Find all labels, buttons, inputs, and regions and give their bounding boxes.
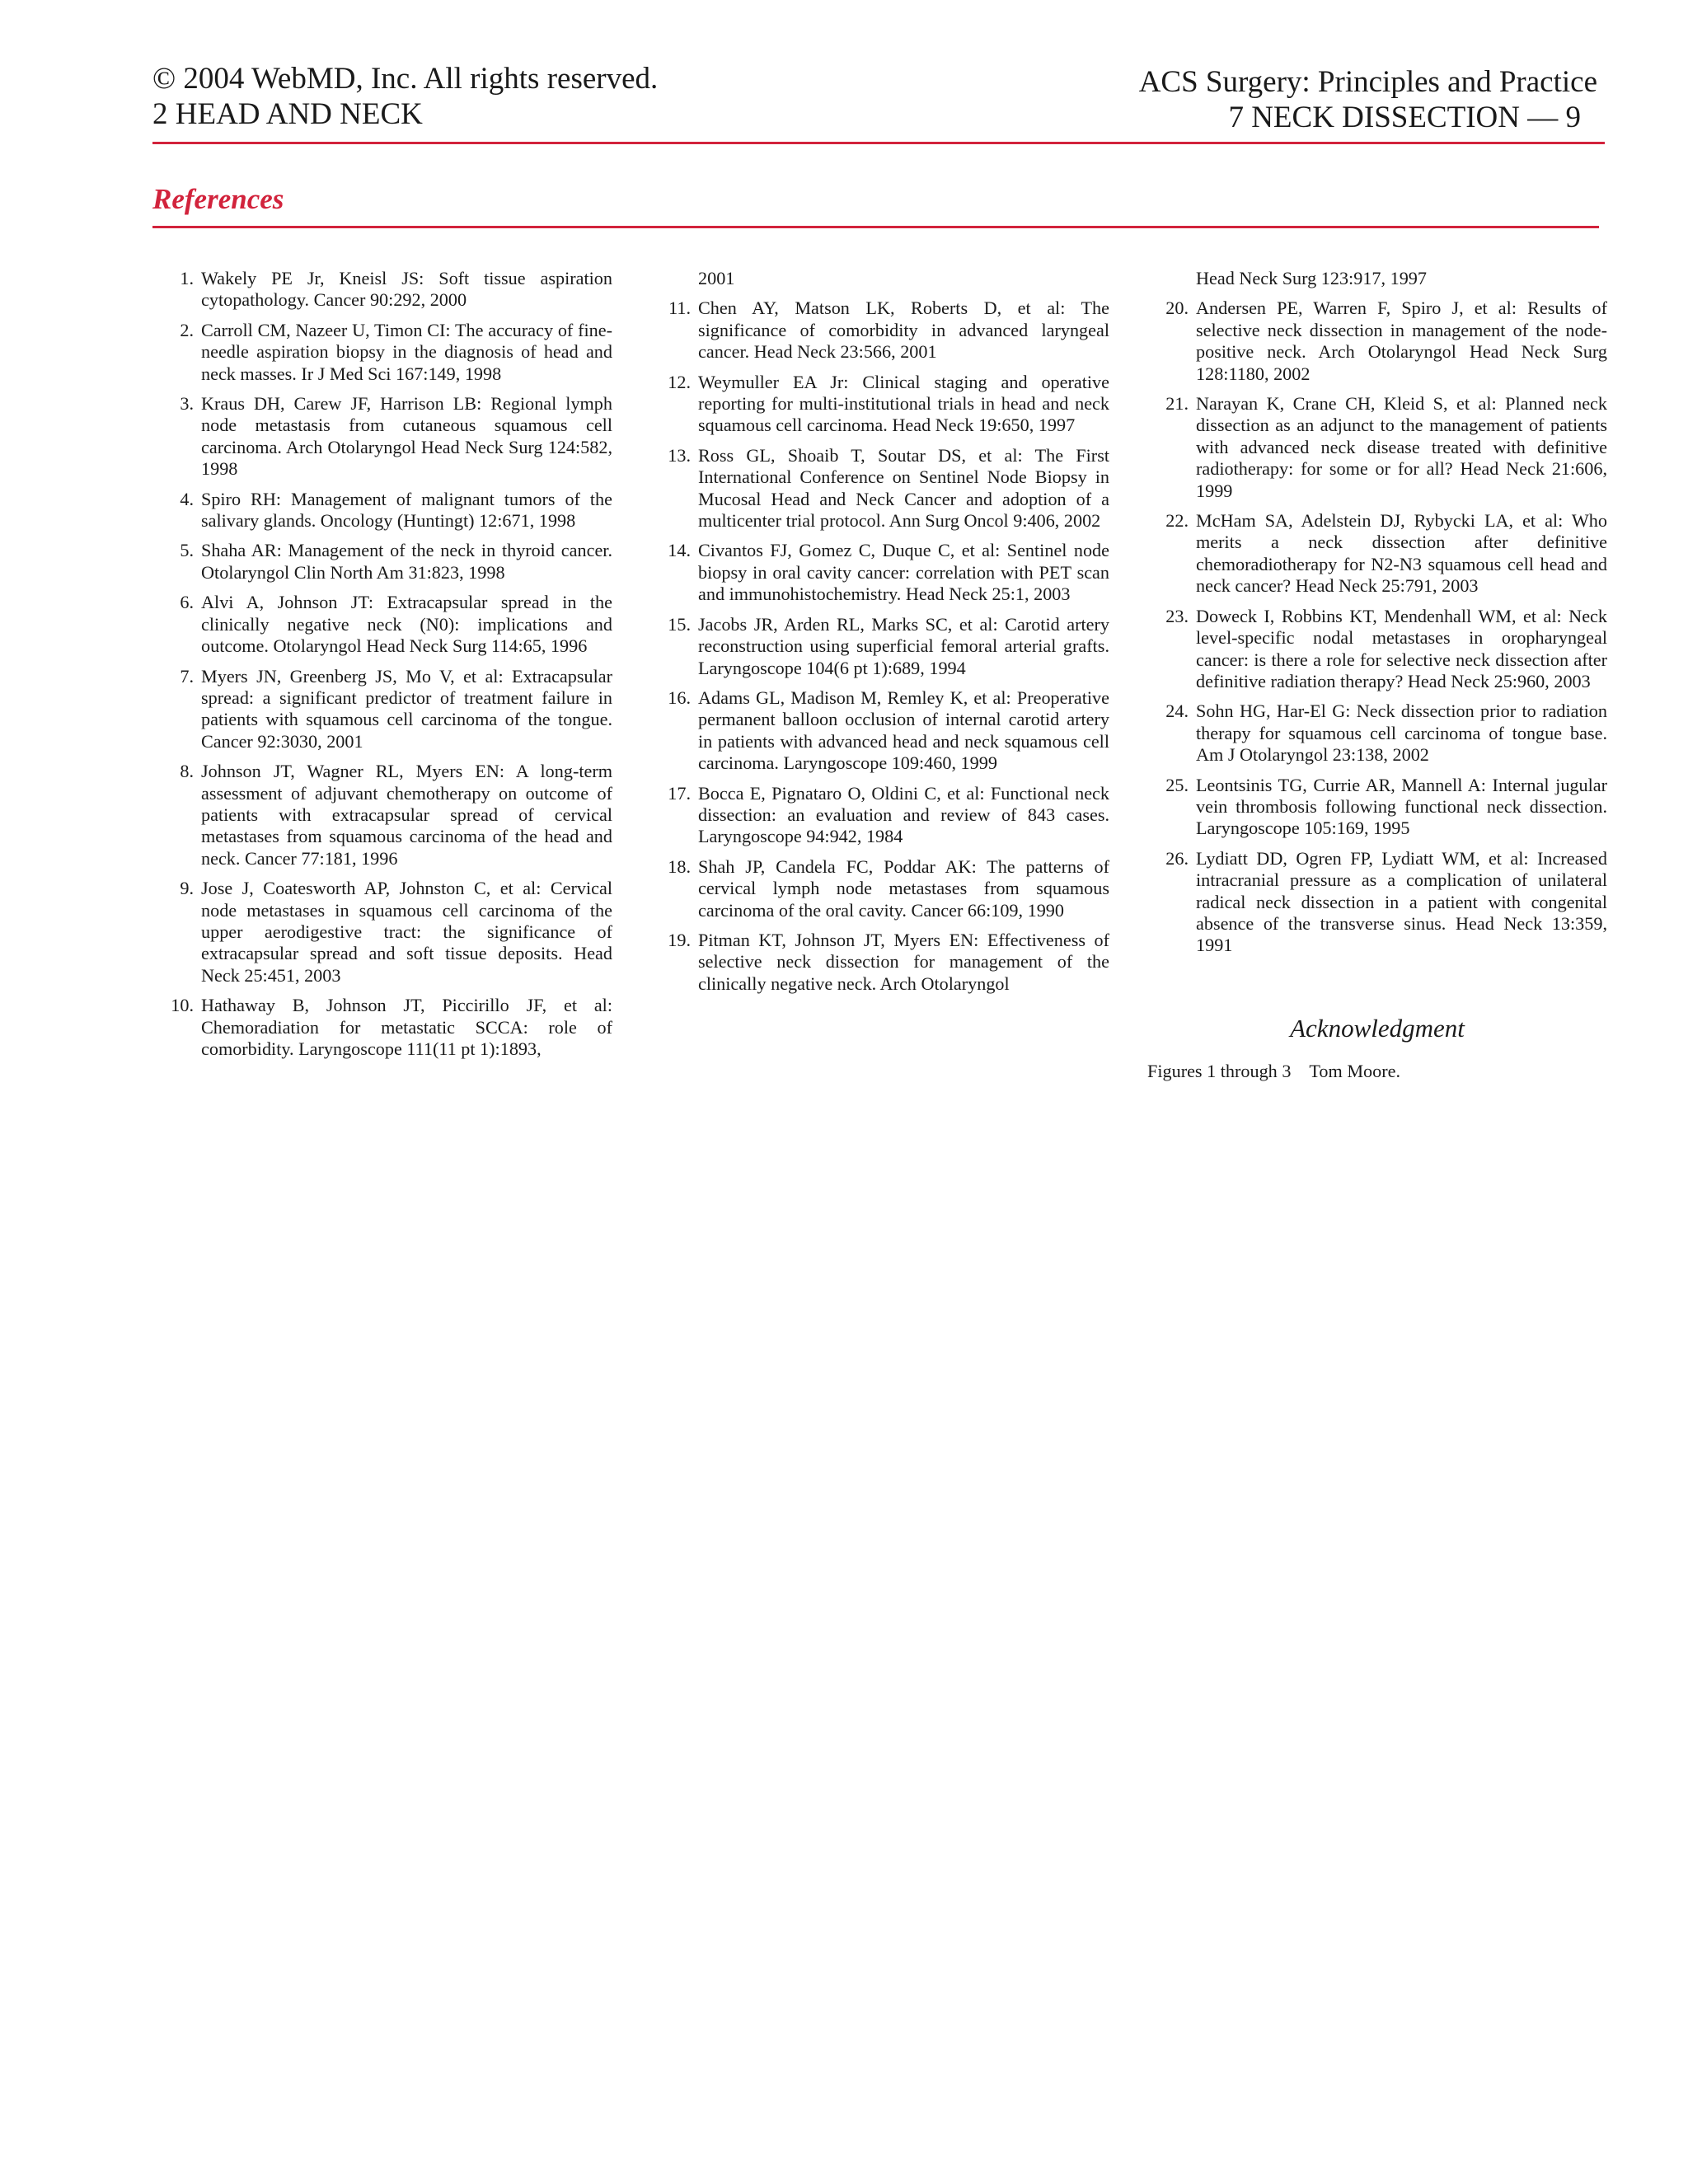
reference-item [1147,393,1607,502]
reference-text: Pitman KT, Johnson JT, Myers EN: Effectiveness of selective neck dissection for management of the clinically negative neck. Arch Otolaryngol [698,929,1109,994]
references-column-3 [1147,268,1607,1082]
reference-continuation: Head Neck Surg 123:917, 1997 [1196,268,1427,288]
reference-number: 2. [180,319,194,340]
reference-text: Spiro RH: Management of malignant tumors of the salivary glands. Oncology (Huntingt) 12:671, 1998 [201,488,612,532]
reference-number: 25. [1165,774,1189,795]
section-title: References [152,183,284,215]
reference-item [152,320,612,385]
reference-text: Lydiatt DD, Ogren FP, Lydiatt WM, et al: Increased intracranial pressure as a complication of unilateral radical neck dissection in a patient with congenital absence of the transverse sinus. Head Neck 13:359, 1991 [1196,847,1607,956]
reference-number: 14. [668,540,691,561]
references-column-2 [649,268,1109,1003]
reference-text: Myers JN, Greenberg JS, Mo V, et al: Extracapsular spread: a significant predictor of treatment failure in patients with squamous cell carcinoma of the tongue. Cancer 92:3030, 2001 [201,665,612,752]
reference-item [649,856,1109,921]
reference-text: Wakely PE Jr, Kneisl JS: Soft tissue aspiration cytopathology. Cancer 90:292, 2000 [201,268,612,311]
reference-text: Johnson JT, Wagner RL, Myers EN: A long-term assessment of adjuvant chemotherapy on outcome of patients with extracapsular spread of cervical metastases from squamous carcinoma of the head and neck. Cancer 77:181, 1996 [201,761,612,869]
reference-text: Chen AY, Matson LK, Roberts D, et al: The significance of comorbidity in advanced laryngeal cancer. Head Neck 23:566, 2001 [698,298,1109,363]
acknowledgment-title: Acknowledgment [1290,1013,1465,1043]
reference-continuation: 2001 [698,268,735,288]
reference-item [152,878,612,987]
reference-number: 6. [180,592,194,613]
reference-number: 13. [668,444,691,466]
reference-number: 18. [668,855,691,877]
chapter-page-line: 7 NECK DISSECTION — 9 [1228,101,1581,134]
figure-range: Figures 1 through 3 [1147,1060,1292,1081]
reference-item [649,783,1109,848]
reference-item [1147,701,1607,766]
reference-item [152,592,612,657]
reference-number: 20. [1165,298,1189,319]
reference-number: 5. [180,540,194,561]
reference-item [1147,848,1607,957]
reference-item [649,372,1109,437]
reference-item [152,761,612,869]
reference-number: 16. [668,687,691,708]
reference-number: 10. [171,995,194,1016]
reference-number: 21. [1165,393,1189,415]
reference-number: 22. [1165,510,1189,532]
reference-item [1147,298,1607,385]
reference-number: 12. [668,371,691,392]
reference-number: 24. [1165,701,1189,722]
section-rule [152,226,1599,228]
reference-number: 9. [180,878,194,899]
reference-text: Jacobs JR, Arden RL, Marks SC, et al: Carotid artery reconstruction using superficial femoral arterial grafts. Laryngoscope 104(6 pt 1):689, 1994 [698,613,1109,678]
reference-text: Carroll CM, Nazeer U, Timon CI: The accuracy of fine-needle aspiration biopsy in the diagnosis of head and neck masses. Ir J Med Sci 167:149, 1998 [201,319,612,384]
reference-text: Shah JP, Candela FC, Poddar AK: The patterns of cervical lymph node metastases from squamous carcinoma of the oral cavity. Cancer 66:109, 1990 [698,855,1109,921]
reference-text: Leontsinis TG, Currie AR, Mannell A: Internal jugular vein thrombosis following functional neck dissection. Laryngoscope 105:169, 1995 [1196,774,1607,839]
reference-text: Kraus DH, Carew JF, Harrison LB: Regional lymph node metastasis from cutaneous squamous cell carcinoma. Arch Otolaryngol Head Neck Surg 124:582, 1998 [201,393,612,480]
page-header-right [1139,64,1597,135]
reference-number: 3. [180,393,194,415]
reference-text: Jose J, Coatesworth AP, Johnston C, et al: Cervical node metastases in squamous cell carcinoma of the upper aerodigestive tract: the significance of extracapsular spread and soft tissue deposits. Head Neck 25:451, 2003 [201,878,612,986]
references-column-1 [152,268,612,1068]
reference-item [649,298,1109,363]
reference-number: 23. [1165,605,1189,626]
copyright-line: © 2004 WebMD, Inc. All rights reserved. [152,62,659,96]
reference-text: Civantos FJ, Gomez C, Duque C, et al: Sentinel node biopsy in oral cavity cancer: correlation with PET scan and immunohistochemistry. Head Neck 25:1, 2003 [698,540,1109,605]
reference-item [152,268,612,312]
reference-item [649,687,1109,775]
header-rule [152,142,1605,144]
reference-text: Narayan K, Crane CH, Kleid S, et al: Planned neck dissection as an adjunct to the management of patients with advanced neck disease treated with definitive radiotherapy: for some or for all? Head Neck 21:606, 1999 [1196,393,1607,501]
reference-number: 4. [180,488,194,509]
reference-number: 1. [180,268,194,288]
reference-item [152,666,612,753]
reference-number: 7. [180,665,194,687]
reference-text: Weymuller EA Jr: Clinical staging and operative reporting for multi-institutional trials in head and neck squamous cell carcinoma. Head Neck 19:650, 1997 [698,371,1109,436]
reference-text: Ross GL, Shoaib T, Soutar DS, et al: The First International Conference on Sentinel Node Biopsy in Mucosal Head and Neck Cancer and adoption of a multicenter trial protocol. Ann Surg Oncol 9:406, 2002 [698,444,1109,532]
reference-number: 17. [668,782,691,804]
reference-item [1147,510,1607,598]
reference-item [152,489,612,532]
page-header-left [152,61,658,132]
reference-number: 19. [668,929,691,950]
reference-text: Shaha AR: Management of the neck in thyroid cancer. Otolaryngol Clin North Am 31:823, 1998 [201,540,612,583]
reference-item [1147,775,1607,840]
acknowledgment-text [1147,1061,1607,1082]
reference-number: 26. [1165,847,1189,869]
reference-text: McHam SA, Adelstein DJ, Rybycki LA, et al: Who merits a neck dissection after definitive chemoradiotherapy for N2-N3 squamous cell head and neck cancer? Head Neck 25:791, 2003 [1196,510,1607,597]
chapter-section-line: 2 HEAD AND NECK [152,97,423,131]
reference-item [649,445,1109,532]
illustrator-credit: Tom Moore. [1309,1060,1401,1081]
reference-item [649,614,1109,679]
reference-item [1147,606,1607,693]
reference-item [152,540,612,583]
reference-number: 11. [668,298,691,319]
reference-item [649,930,1109,995]
book-title: ACS Surgery: Principles and Practice [1138,65,1597,99]
reference-text: Sohn HG, Har-El G: Neck dissection prior to radiation therapy for squamous cell carcinoma of tongue base. Am J Otolaryngol 23:138, 2002 [1196,701,1607,766]
reference-item [649,540,1109,605]
reference-text: Doweck I, Robbins KT, Mendenhall WM, et al: Neck level-specific nodal metastases in oropharyngeal cancer: is there a role for selective neck dissection after definitive radiation therapy? Head Neck 25:960, 2003 [1196,605,1607,691]
reference-text: Alvi A, Johnson JT: Extracapsular spread in the clinically negative neck (N0): implications and outcome. Otolaryngol Head Neck Surg 114:65, 1996 [201,592,612,657]
reference-number: 15. [668,613,691,635]
reference-item [152,995,612,1060]
reference-number: 8. [180,761,194,782]
reference-text: Andersen PE, Warren F, Spiro J, et al: Results of selective neck dissection in management of the node-positive neck. Arch Otolaryngol Head Neck Surg 128:1180, 2002 [1196,298,1607,384]
reference-item [152,393,612,480]
reference-text: Adams GL, Madison M, Remley K, et al: Preoperative permanent balloon occlusion of internal carotid artery in patients with advanced head and neck squamous cell carcinoma. Laryngoscope 109:460, 1999 [698,687,1109,774]
reference-text: Hathaway B, Johnson JT, Piccirillo JF, et al: Chemoradiation for metastatic SCCA: role of comorbidity. Laryngoscope 111(11 pt 1):1893, [201,995,612,1059]
reference-text: Bocca E, Pignataro O, Oldini C, et al: Functional neck dissection: an evaluation and review of 843 cases. Laryngoscope 94:942, 1984 [698,782,1109,847]
